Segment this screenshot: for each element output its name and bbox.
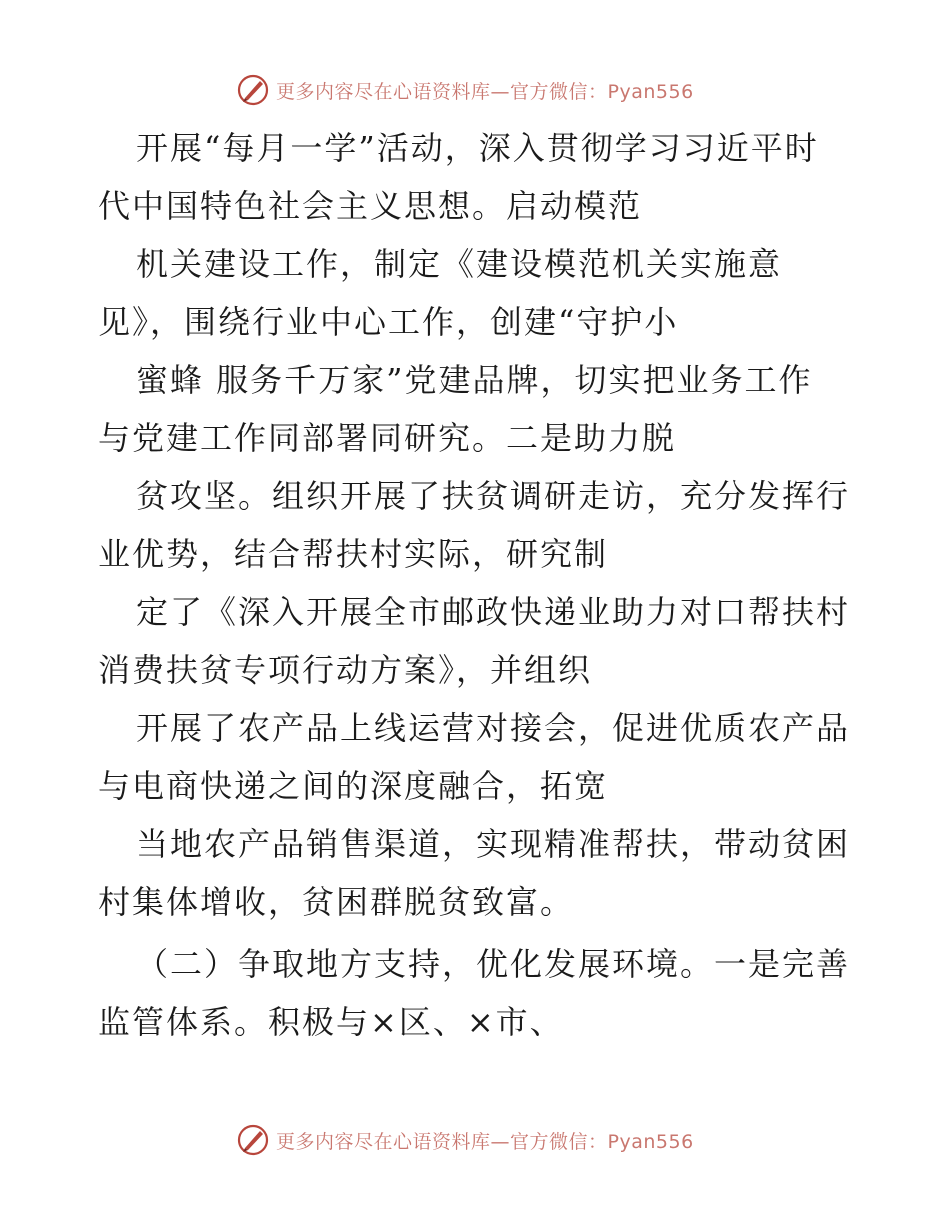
- text-line: 贫攻坚。组织开展了扶贫调研走访，充分发挥行: [136, 477, 851, 515]
- watermark-text: 更多内容尽在心语资料库—官方微信：Pyan556: [276, 1130, 694, 1153]
- text-line: 村集体增收，贫困群脱贫致富。: [98, 883, 575, 921]
- watermark-text: 更多内容尽在心语资料库—官方微信：Pyan556: [276, 80, 694, 103]
- text-line: （二）争取地方支持，优化发展环境。一是完善: [136, 945, 851, 983]
- text-line: 开展了农产品上线运营对接会，促进优质农产品: [136, 709, 851, 747]
- text-line: 业优势，结合帮扶村实际，研究制: [98, 535, 609, 573]
- text-line: 机关建设工作，制定《建设模范机关实施意: [136, 245, 783, 283]
- text-line: 蜜蜂 服务千万家”党建品牌，切实把业务工作: [136, 361, 813, 399]
- text-line: 与党建工作同部署同研究。二是助力脱: [98, 419, 677, 457]
- text-line: 定了《深入开展全市邮政快递业助力对口帮扶村: [136, 593, 851, 631]
- text-line: 代中国特色社会主义思想。启动模范: [98, 187, 643, 225]
- text-line: 与电商快递之间的深度融合，拓宽: [98, 767, 609, 805]
- quill-pen-circle-icon: [236, 1123, 270, 1157]
- text-line: 消费扶贫专项行动方案》，并组织: [98, 651, 593, 689]
- text-line: 当地农产品销售渠道，实现精准帮扶，带动贫困: [136, 825, 851, 863]
- footer-watermark: [236, 1122, 694, 1158]
- header-watermark: [236, 72, 694, 108]
- quill-pen-circle-icon: [236, 73, 270, 107]
- text-line: 见》，围绕行业中心工作，创建“守护小: [98, 303, 679, 341]
- text-line: 监管体系。积极与×区、×市、: [98, 1003, 564, 1041]
- text-line: 开展“每月一学”活动，深入贯彻学习习近平时: [136, 129, 819, 167]
